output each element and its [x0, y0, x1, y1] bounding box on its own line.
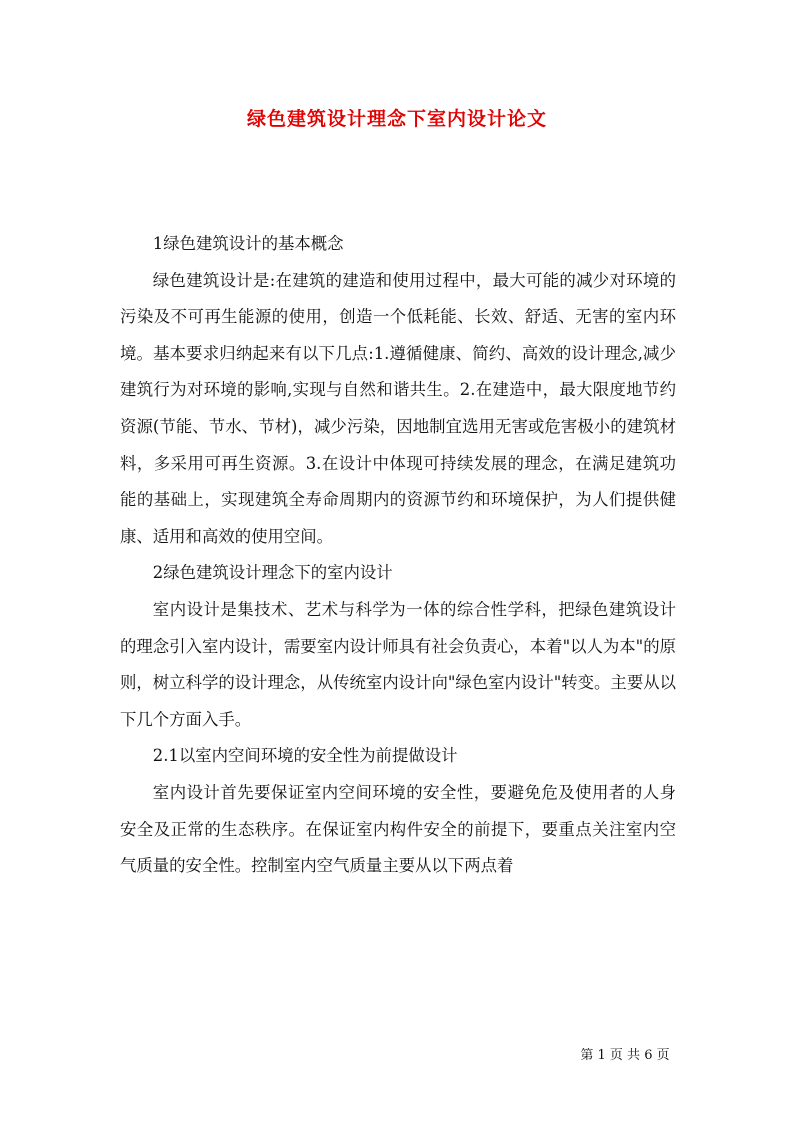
- section-heading-1: 1绿色建筑设计的基本概念: [152, 234, 344, 253]
- document-title: 绿色建筑设计理念下室内设计论文: [246, 108, 547, 130]
- section-heading-2: 2绿色建筑设计理念下的室内设计: [152, 563, 393, 583]
- paragraph-green-concept: 绿色建筑设计是:在建筑的建造和使用过程中，最大可能的减少对环境的污染及不可再生能源的使用，创造一个低耗能、长效、舒适、无害的室内环境。基本要求归纳起来有以下几点:1.遵循健康、简约、高效的设计理念,减少建筑行为对环境的影响,实现与自然和谐共生。2.在建造中，最大限度地节约资源(节能、节水、节材)，减少污染，因地制宜选用无害或危害极小的建筑材料，多采用可再生资源。3.在设计中体现可持续发展的理念，在满足建筑功能的基础上，实现建筑全寿命周期内的资源节约和环境保护，为人们提供健康、适用和高效的使用空间。: [120, 270, 676, 546]
- paragraph-safety: 室内设计首先要保证室内空间环境的安全性，要避免危及使用者的人身安全及正常的生态秩序。在保证室内构件安全的前提下，要重点关注室内空气质量的安全性。控制室内空气质量主要从以下两点着: [120, 782, 676, 876]
- page-number: 第 1 页 共 6 页: [580, 1048, 670, 1063]
- paragraph-interior-design: 室内设计是集技术、艺术与科学为一体的综合性学科，把绿色建筑设计的理念引入室内设计，需要室内设计师具有社会负责心，本着"以人为本"的原则，树立科学的设计理念，从传统室内设计向"绿色室内设计"转变。主要从以下几个方面入手。: [120, 599, 676, 729]
- document-body: [120, 226, 676, 885]
- section-heading-2-1: 2.1以室内空间环境的安全性为前提做设计: [152, 746, 458, 766]
